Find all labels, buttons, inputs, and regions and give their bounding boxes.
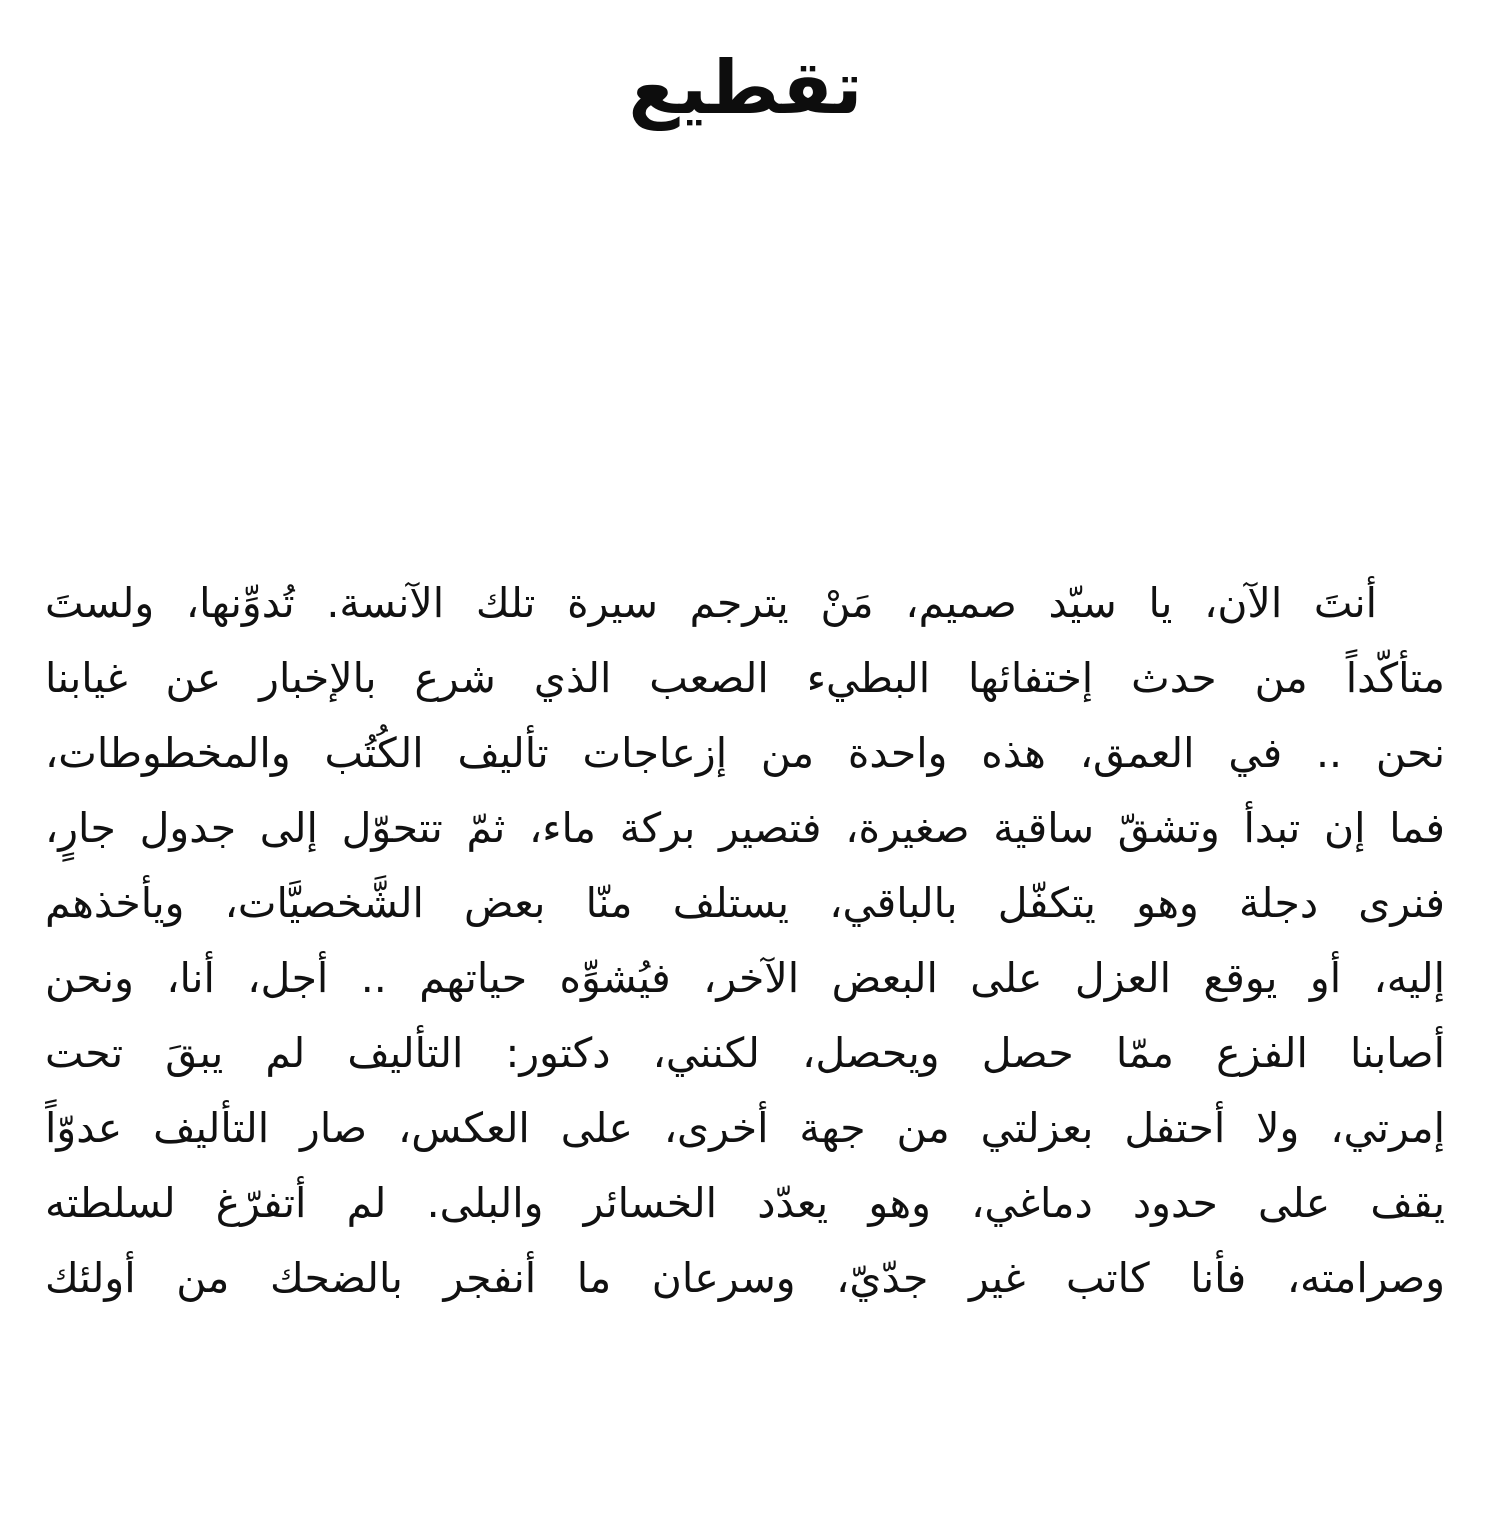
text-line: إمرتي، ولا أحتفل بعزلتي من جهة أخرى، على العكس، صار التأليف عدوّاً [45,1104,1445,1152]
text-line: فنرى دجلة وهو يتكفّل بالباقي، يستلف منّا بعض الشَّخصيَّات، ويأخذهم [45,879,1445,927]
text-line: نحن .. في العمق، هذه واحدة من إزعاجات تأليف الكُتُب والمخطوطات، [45,729,1445,777]
text-line: وصرامته، فأنا كاتب غير جدّيّ، وسرعان ما أنفجر بالضحك من أولئك [45,1254,1445,1302]
body-paragraph [45,566,1445,1316]
text-line: متأكّداً من حدث إختفائها البطيء الصعب الذي شرع بالإخبار عن غيابنا [45,654,1445,702]
text-line: فما إن تبدأ وتشقّ ساقية صغيرة، فتصير بركة ماء، ثمّ تتحوّل إلى جدول جارٍ، [45,804,1445,852]
page-title: تقطيع [628,45,863,131]
text-line: أصابنا الفزع ممّا حصل ويحصل، لكنني، دكتور: التأليف لم يبقَ تحت [45,1029,1445,1077]
text-line: أنتَ الآن، يا سيّد صميم، مَنْ يترجم سيرة تلك الآنسة. تُدوِّنها، ولستَ [45,579,1377,627]
text-line: يقف على حدود دماغي، وهو يعدّد الخسائر والبلى. لم أتفرّغ لسلطته [45,1179,1445,1227]
text-line: إليه، أو يوقع العزل على البعض الآخر، فيُشوِّه حياتهم .. أجل، أنا، ونحن [45,954,1445,1002]
